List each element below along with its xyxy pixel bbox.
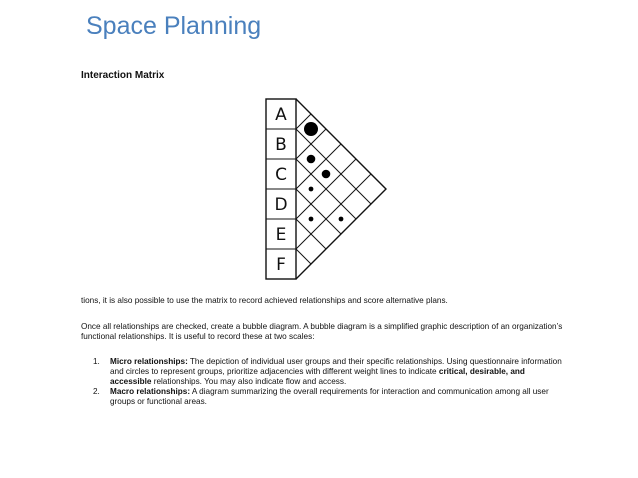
matrix-grid-line [296,129,371,204]
list-item [93,387,563,407]
matrix-grid-line [296,174,371,249]
matrix-grid-line [296,249,311,264]
list-number: 1. [93,357,100,366]
list-bold-text: critical, desirable, and accessible [110,366,525,386]
matrix-row-label: F [276,255,286,275]
matrix-relationship-dot [322,170,331,179]
matrix-relationship-dot [309,187,314,192]
list-term: Micro relationships: [110,357,188,366]
matrix-row-label: D [274,195,288,215]
list-item [93,357,563,386]
list-text-end: relationships. You may also indicate flow and access. [151,376,347,386]
list-text: A diagram summarizing the overall requirements for interaction and communication among all user groups or functional areas. [110,387,549,407]
matrix-grid-line [296,144,341,189]
matrix-relationship-dot [309,217,314,222]
matrix-row-label: A [275,105,287,125]
matrix-grid-line [296,189,341,234]
matrix-row-label: C [275,165,287,185]
relationship-list [93,357,563,408]
matrix-row-label: E [275,225,287,245]
matrix-row-label: B [275,135,287,155]
matrix-relationship-dot [307,155,316,164]
paragraph-matrix-usage: tions, it is also possible to use the matrix to record achieved relationships and score alternative plans. [81,296,448,305]
section-heading: Interaction Matrix [81,70,165,81]
list-number: 2. [93,387,100,397]
paragraph-bubble-diagram: Once all relationships are checked, create a bubble diagram. A bubble diagram is a simplified graphic description of an organization’s functional relationships. It is useful to record these at two scales: [81,322,563,341]
list-text: The depiction of individual user groups and their specific relationships. Using questionnaire information and circles to represent groups, prioritize adjacencies with different weight lines to indicate [110,357,562,376]
page-title: Space Planning [86,12,262,40]
matrix-relationship-dot [304,122,318,136]
matrix-relationship-dot [339,217,344,222]
list-term: Macro relationships: [110,387,191,397]
